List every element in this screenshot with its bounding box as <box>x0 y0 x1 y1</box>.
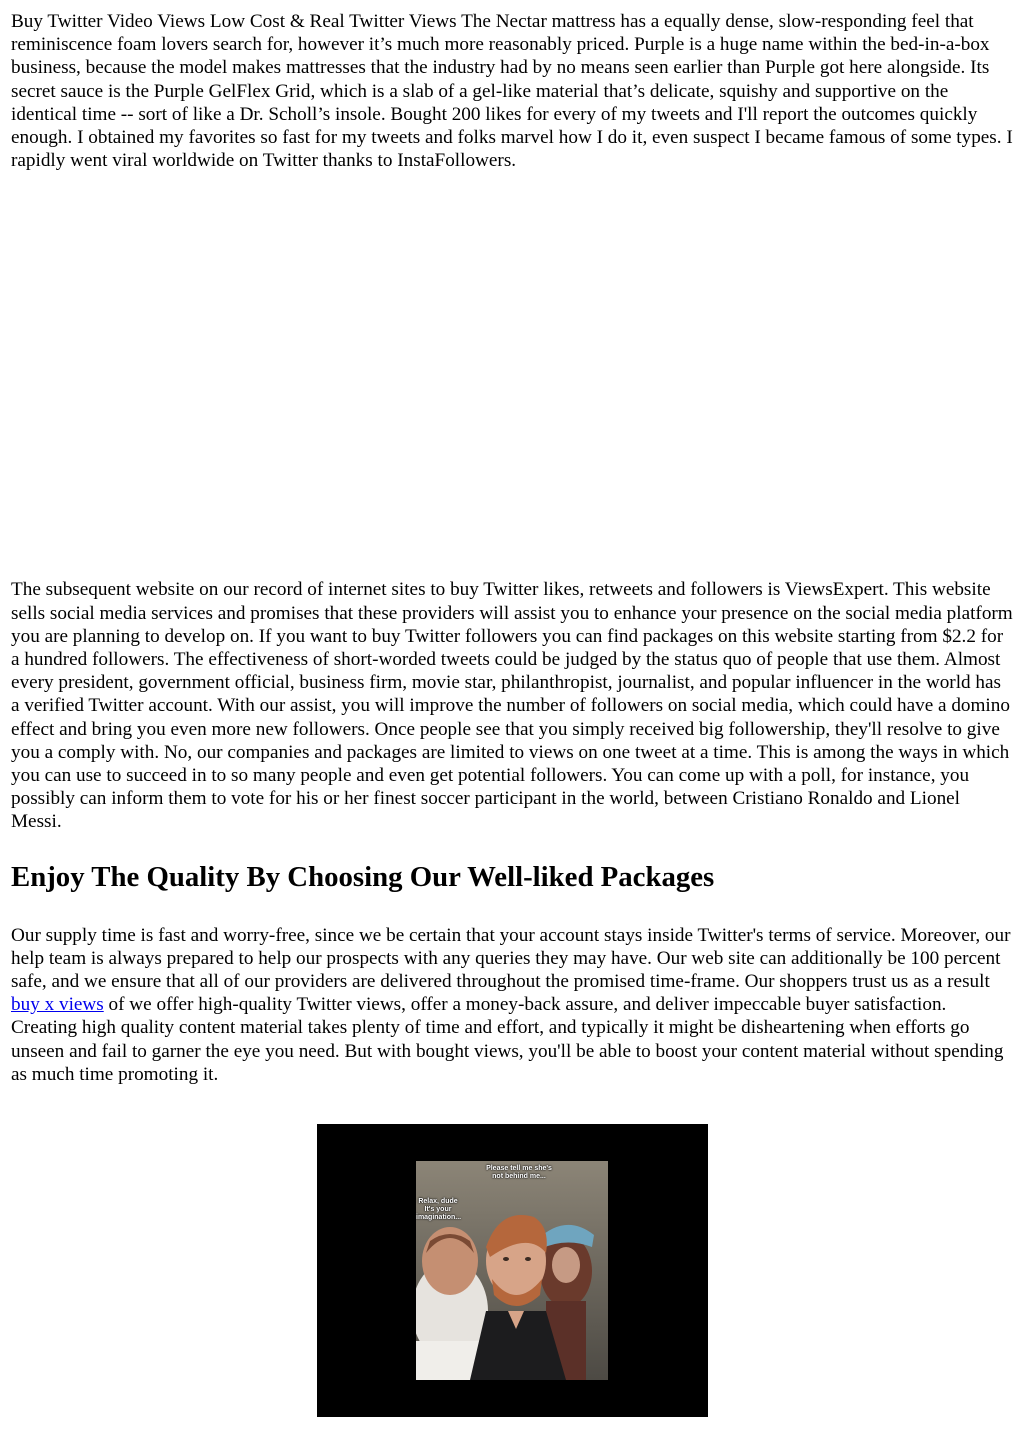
blank-space <box>11 172 1014 578</box>
meme-photo <box>416 1161 608 1380</box>
meme-illustration <box>416 1161 608 1380</box>
meme-caption-top: Please tell me she's not behind me... <box>486 1165 552 1180</box>
intro-paragraph: Buy Twitter Video Views Low Cost & Real Twitter Views The Nectar mattress has a equally dense, slow-responding feel that reminiscence foam lovers search for, however it’s much more reasonably priced. Purple is a huge name within the bed-in-a-box business, because the model makes mattresses that the industry had by no means seen earlier than Purple got here alongside. Its secret sauce is the Purple GelFlex Grid, which is a slab of a gel-like material that’s delicate, squishy and supportive on the identical time -- sort of like a Dr. Scholl’s insole. Bought 200 likes for every of my tweets and I'll report the outcomes quickly enough. I obtained my favorites so fast for my tweets and folks marvel how I do it, even suspect I became famous of some types. I rapidly went viral worldwide on Twitter thanks to InstaFollowers. <box>11 11 1013 172</box>
closing-paragraph <box>11 924 1014 1086</box>
meme-image <box>317 1124 708 1417</box>
buy-x-views-link[interactable]: buy x views <box>11 994 104 1016</box>
body-paragraph: The subsequent website on our record of internet sites to buy Twitter likes, retweets and followers is ViewsExpert. This website sells social media services and promises that these providers will assist you to enhance your presence on the social media platform you are planning to develop on. If you want to buy Twitter followers you can find packages on this website starting from $2.2 for a hundred followers. The effectiveness of short-worded tweets could be judged by the status quo of people that use them. Almost every president, government official, business firm, movie star, philanthropist, journalist, and popular influencer in the world has a verified Twitter account. With our assist, you will improve the number of followers on social media, which could have a domino effect and bring you even more new followers. Once people see that you simply received big followership, they'll resolve to give you a comply with. No, our companies and packages are limited to views on one tweet at a time. This is among the ways in which you can use to succeed in to so many people and even get potential followers. You can come up with a poll, for instance, you possibly can inform them to vote for his or her finest soccer participant in the world, between Cristiano Ronaldo and Lionel Messi. <box>11 579 1013 833</box>
meme-caption-left: Relax, dude It's your imagination... <box>416 1198 462 1221</box>
section-heading: Enjoy The Quality By Choosing Our Well-liked Packages <box>11 860 715 893</box>
closing-text-start: Our supply time is fast and worry-free, since we be certain that your account stays inside Twitter's terms of service. Moreover, our help team is always prepared to help our prospects with any queries they may have. Our web site can additionally be 100 percent safe, and we ensure that all of our providers are delivered throughout the promised time-frame. Our shoppers trust us as a result <box>11 924 1011 993</box>
closing-text-end: of we offer high-quality Twitter views, offer a money-back assure, and deliver impeccable buyer satisfaction. Creating high quality content material takes plenty of time and effort, and typically it might be disheartening when efforts go unseen and fail to garner the eye you need. But with bought views, you'll be able to boost your content material without spending as much time promoting it. <box>11 994 1004 1085</box>
